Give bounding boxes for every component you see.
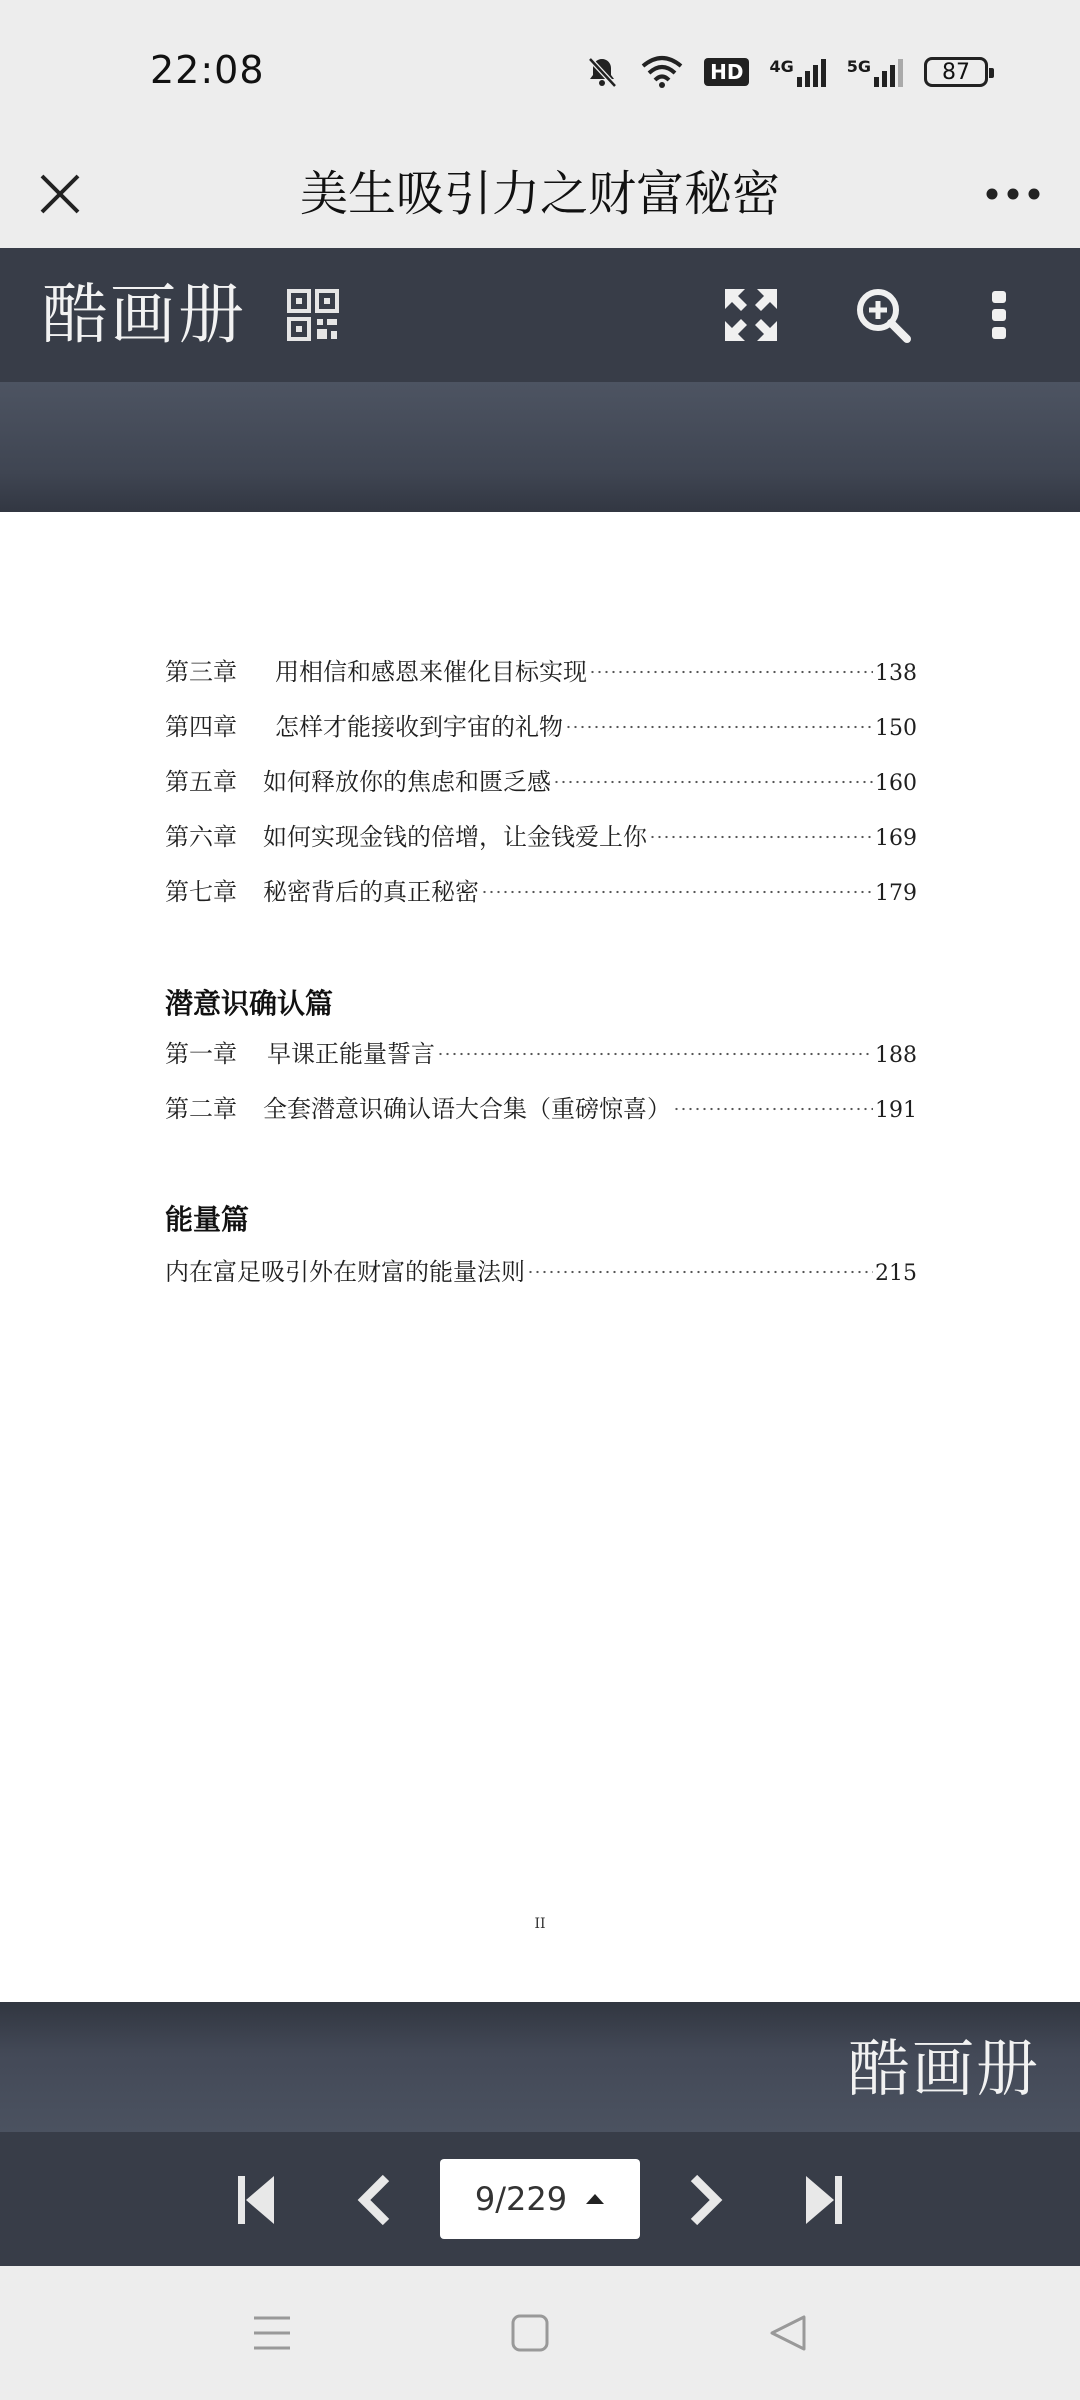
toc-title: 秘密背后的真正秘密: [263, 878, 479, 906]
toc-entry[interactable]: [165, 652, 917, 687]
toc-entry[interactable]: [165, 1252, 917, 1287]
toc-title: 早课正能量誓言: [267, 1040, 435, 1068]
toc-page-number: 150: [875, 716, 917, 741]
toc-title: 用相信和感恩来催化目标实现: [275, 658, 587, 686]
toc-page-number: 179: [875, 881, 917, 906]
toc-title: 如何释放你的焦虑和匮乏感: [263, 768, 551, 796]
toc-title: 如何实现金钱的倍增，让金钱爱上你: [263, 823, 647, 851]
fullscreen-button[interactable]: [714, 278, 788, 352]
toc-title: 怎样才能接收到宇宙的礼物: [275, 713, 563, 741]
signal-4g-icon: [769, 57, 826, 87]
toc-page-number: 188: [875, 1043, 917, 1068]
toc-chapter: 第三章: [165, 658, 237, 686]
toc-entry[interactable]: [165, 1089, 917, 1124]
last-page-icon: [804, 2174, 844, 2226]
last-page-button[interactable]: [786, 2162, 862, 2238]
toc-chapter: 第六章: [165, 823, 237, 851]
toc-entry[interactable]: [165, 762, 917, 797]
toc-title: 全套潜意识确认语大合集（重磅惊喜）: [263, 1095, 671, 1123]
page-folio: II: [534, 1916, 546, 1932]
caret-up-icon: [585, 2193, 605, 2205]
toc-chapter: 第二章: [165, 1095, 237, 1123]
viewer-toolbar: [0, 248, 1080, 382]
toc-leader: [565, 725, 873, 729]
document-page[interactable]: [0, 512, 1080, 2002]
toc-page-number: 215: [875, 1261, 917, 1286]
toc-leader: [553, 780, 873, 784]
toc-chapter: 第四章: [165, 713, 237, 741]
first-page-button[interactable]: [218, 2162, 294, 2238]
title-bar: [0, 140, 1080, 248]
brand-logo-bottom: 酷画册: [847, 2032, 1040, 2105]
toc-leader: [481, 890, 873, 894]
more-horizontal-icon: [985, 187, 1041, 201]
toc-leader: [437, 1052, 873, 1056]
toc-title: 内在富足吸引外在财富的能量法则: [165, 1258, 525, 1286]
signal-5g-icon: [847, 57, 904, 87]
network-4g-label: 4G: [769, 57, 794, 76]
toc-page-number: 191: [875, 1098, 917, 1123]
close-icon: [38, 172, 82, 216]
toc-leader: [589, 670, 873, 674]
toc-chapter: 第五章: [165, 768, 237, 796]
toc-page-number: 160: [875, 771, 917, 796]
toc-page-number: 169: [875, 826, 917, 851]
first-page-icon: [236, 2174, 276, 2226]
page-indicator-text: 9/229: [474, 2180, 568, 2218]
qr-code-button[interactable]: [276, 278, 350, 352]
back-button[interactable]: [748, 2296, 828, 2370]
next-page-icon: [686, 2174, 726, 2226]
bell-muted-icon: [584, 54, 620, 90]
viewer-band: [0, 382, 1080, 512]
home-button[interactable]: [490, 2296, 570, 2370]
toc-leader: [527, 1270, 873, 1274]
section-heading: 能量篇: [165, 1203, 250, 1236]
home-icon: [510, 2313, 550, 2353]
toc-leader: [673, 1107, 873, 1111]
section-heading: 潜意识确认篇: [165, 987, 334, 1020]
bottom-band: [0, 2002, 1080, 2132]
fullscreen-icon: [721, 285, 781, 345]
previous-page-icon: [354, 2174, 394, 2226]
toc-chapter: 第七章: [165, 878, 237, 906]
system-navigation-bar: [0, 2266, 1080, 2400]
previous-page-button[interactable]: [336, 2162, 412, 2238]
status-icons: [584, 48, 988, 96]
back-icon: [768, 2313, 808, 2353]
close-button[interactable]: [24, 158, 96, 230]
network-5g-label: 5G: [846, 57, 871, 76]
next-page-button[interactable]: [668, 2162, 744, 2238]
page-navigation-bar: [0, 2132, 1080, 2266]
toc-entry[interactable]: [165, 1034, 917, 1069]
zoom-in-icon: [853, 285, 913, 345]
battery-level: 87: [942, 59, 970, 85]
status-bar: [0, 0, 1080, 140]
wifi-icon: [640, 54, 684, 90]
brand-logo: 酷画册: [42, 276, 246, 353]
toc-page-number: 138: [875, 661, 917, 686]
status-time: 22:08: [150, 48, 265, 92]
more-options-button[interactable]: [968, 158, 1058, 230]
battery-icon: [924, 57, 988, 87]
page-indicator[interactable]: [440, 2159, 640, 2239]
toc-chapter: 第一章: [165, 1040, 237, 1068]
qr-code-icon: [287, 289, 339, 341]
toc-entry[interactable]: [165, 872, 917, 907]
toc-entry[interactable]: [165, 817, 917, 852]
page-title: 美生吸引力之财富秘密: [299, 166, 780, 222]
recent-apps-button[interactable]: [232, 2296, 312, 2370]
toc-leader: [649, 835, 873, 839]
zoom-in-button[interactable]: [846, 278, 920, 352]
menu-icon: [252, 2313, 292, 2353]
toc-entry[interactable]: [165, 707, 917, 742]
hd-icon: HD: [704, 58, 749, 86]
more-vertical-icon: [989, 289, 1009, 341]
viewer-menu-button[interactable]: [962, 278, 1036, 352]
